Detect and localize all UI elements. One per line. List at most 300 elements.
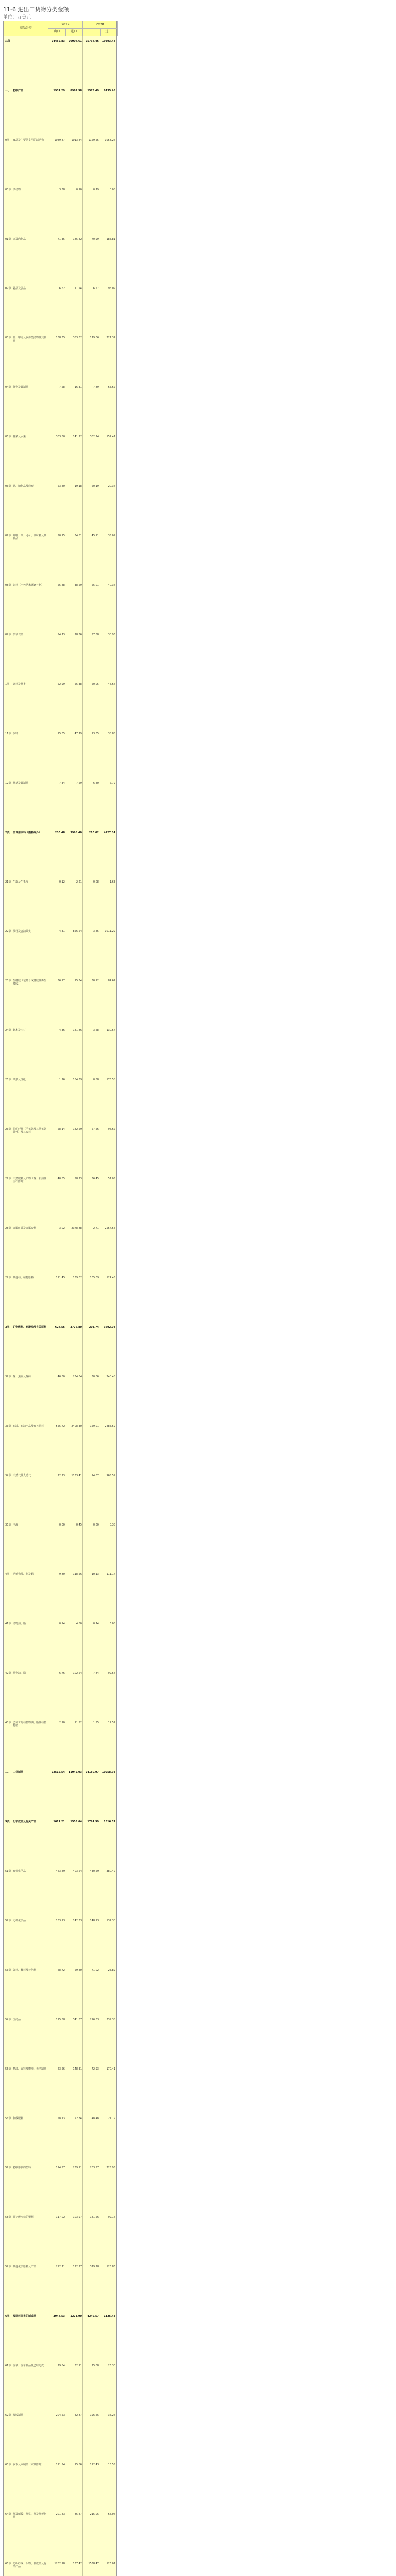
table-row (4, 880, 116, 887)
row-value: 29.84 (57, 2364, 65, 2367)
row-value: 24452.83 (51, 40, 65, 43)
row-code: 27章 (5, 1177, 11, 1180)
row-value: 123.86 (106, 2265, 116, 2268)
row-value: 1937.29 (53, 89, 65, 92)
row-value: 95.34 (74, 979, 82, 982)
header-export-1: 出口 (48, 28, 66, 36)
row-value: 27.56 (91, 1128, 99, 1131)
row-value: 137.42 (73, 2562, 82, 2565)
row-value: 70.99 (91, 238, 99, 241)
row-value: 7.59 (76, 782, 82, 785)
row-name: 饮料 (13, 732, 19, 735)
row-value: 71.02 (91, 1969, 99, 1972)
row-name: 蔬菜及水果 (13, 435, 26, 438)
row-value: 2554.56 (105, 1227, 116, 1230)
row-value: 856.24 (73, 930, 82, 933)
table-row (4, 1523, 116, 1530)
row-value: 92.54 (108, 1672, 116, 1675)
row-name: 染料、鞣料及着色料 (13, 1969, 37, 1972)
row-code: 04章 (5, 386, 11, 389)
table-row (4, 1128, 116, 1134)
table-header (4, 21, 116, 36)
row-code: 61章 (5, 2364, 11, 2367)
row-value: 203.57 (90, 2166, 99, 2170)
row-value: 13.65 (91, 732, 99, 735)
row-value: 239.91 (73, 2166, 82, 2170)
row-code: 01章 (5, 238, 11, 241)
row-value: 24160.97 (85, 1771, 99, 1774)
table-row (4, 2513, 116, 2519)
row-value: 196.65 (90, 2414, 99, 2417)
row-value: 55.38 (74, 683, 82, 686)
row-code: 1类 (5, 683, 10, 686)
row-name: 乳品及蛋品 (13, 287, 26, 290)
row-value: 23.40 (57, 485, 65, 488)
row-value: 117.02 (56, 2216, 65, 2219)
row-name: 按原料分类的制成品 (13, 2315, 37, 2318)
row-value: 7.34 (59, 782, 65, 785)
row-value: 35.09 (108, 534, 116, 537)
row-value: 71.35 (57, 238, 65, 241)
row-value: 58.13 (57, 2117, 65, 2120)
row-name: 已加工的动植物油、脂及动植物蜡 (13, 1721, 47, 1727)
row-value: 0.08 (93, 880, 99, 884)
row-name: 非初级形状的塑料 (13, 2216, 34, 2219)
row-value: 0.45 (76, 1523, 82, 1527)
row-code: 06章 (5, 485, 11, 488)
table-row (4, 1276, 116, 1282)
row-value: 36.27 (108, 2414, 116, 2417)
row-code: 65章 (5, 2562, 11, 2565)
table-row (4, 1919, 116, 1925)
row-value: 1129.55 (88, 139, 99, 142)
row-value: 185.81 (106, 238, 116, 241)
row-value: 38.29 (74, 584, 82, 587)
row-value: 102.24 (73, 1672, 82, 1675)
row-value: 20004.61 (68, 40, 82, 43)
row-value: 111.14 (106, 1573, 116, 1576)
table-row (4, 435, 116, 442)
row-name: 肉及肉制品 (13, 238, 26, 241)
row-value: 46.67 (108, 683, 116, 686)
row-value: 555.72 (56, 1425, 65, 1428)
row-code: 32章 (5, 1375, 11, 1378)
table-row (4, 1573, 116, 1579)
table-row (4, 188, 116, 194)
row-value: 68.72 (57, 1969, 65, 1972)
row-code: 64章 (5, 2513, 11, 2516)
row-value: 1273.90 (70, 2315, 82, 2318)
header-category: 商品分类 (4, 21, 48, 36)
row-value: 3.38 (59, 188, 65, 191)
row-value: 7.89 (93, 386, 99, 389)
table-row (4, 1425, 116, 1431)
row-value: 12.52 (108, 1721, 116, 1724)
row-name: 生橡胶（包括合成橡胶及再生橡胶） (13, 979, 47, 986)
row-code: 03章 (5, 336, 11, 340)
row-value: 201.43 (56, 2513, 65, 2516)
row-code: 09章 (5, 633, 11, 636)
table-row (4, 1326, 116, 1332)
row-value: 142.33 (73, 1919, 82, 1922)
table-row (4, 287, 116, 293)
table-row (4, 2117, 116, 2123)
row-value: 7.79 (109, 782, 116, 785)
row-value: 430.29 (90, 1870, 99, 1873)
row-value: 50.15 (57, 534, 65, 537)
row-value: 2485.59 (105, 1425, 116, 1428)
row-value: 3944.53 (53, 2315, 65, 2318)
table-row (4, 1870, 116, 1876)
row-value: 221.37 (106, 336, 116, 340)
row-value: 105.09 (90, 1276, 99, 1279)
page-title: 11-6 进出口货物分类金额 (3, 6, 69, 13)
row-value: 624.55 (55, 1326, 65, 1329)
row-name: 化学成品及有关产品 (13, 1820, 37, 1823)
row-value: 6.57 (93, 287, 99, 290)
row-code: 6类 (5, 2315, 10, 2318)
row-value: 173.58 (106, 1078, 116, 1081)
row-name: 制成肥料 (13, 2117, 24, 2120)
row-value: 71.24 (74, 287, 82, 290)
row-value: 3.02 (59, 1227, 65, 1230)
row-value: 339.38 (106, 2018, 116, 2021)
row-value: 159.01 (90, 1425, 99, 1428)
row-value: 1538.47 (88, 2562, 99, 2565)
table-row (4, 1672, 116, 1678)
row-name: 橡胶制品 (13, 2414, 24, 2417)
row-value: 20.37 (108, 485, 116, 488)
row-value: 148.31 (73, 2067, 82, 2071)
row-name: 金属矿砂及金属废料 (13, 1227, 37, 1230)
row-value: 8962.58 (70, 89, 82, 92)
table-row (4, 2364, 116, 2370)
row-code: 55章 (5, 2067, 11, 2071)
row-value: 6.62 (59, 287, 65, 290)
row-value: 51.05 (108, 1177, 116, 1180)
row-value: 111.45 (56, 1276, 65, 1279)
table-row (4, 633, 116, 639)
row-name: 活动物 (13, 188, 21, 191)
row-value: 9.80 (59, 1573, 65, 1576)
row-value: 45.91 (91, 534, 99, 537)
row-code: 二、 (5, 1771, 11, 1774)
table-row (4, 89, 116, 95)
row-value: 185.42 (73, 238, 82, 241)
row-value: 1049.47 (54, 139, 65, 142)
row-value: 46.60 (57, 1375, 65, 1378)
row-name: 植物油、脂 (13, 1672, 26, 1675)
row-value: 57.88 (91, 633, 99, 636)
row-value: 6.76 (59, 1672, 65, 1675)
row-value: 2.71 (93, 1227, 99, 1230)
row-value: 25.01 (91, 584, 99, 587)
row-value: 34.81 (74, 534, 82, 537)
row-value: 0.74 (93, 1622, 99, 1625)
row-value: 139.02 (73, 1276, 82, 1279)
row-value: 13.55 (108, 2463, 116, 2466)
row-name: 其他化学原料及产品 (13, 2265, 37, 2268)
row-value: 380.42 (106, 1870, 116, 1873)
row-name: 天然肥料及矿物（煤、石油及宝石除外） (13, 1177, 47, 1183)
row-name: 石油、石油产品及有关原料 (13, 1425, 44, 1428)
row-value: 4.80 (76, 1622, 82, 1625)
row-value: 25.89 (108, 1969, 116, 1972)
row-value: 3776.80 (70, 1326, 82, 1329)
row-value: 0.00 (59, 1523, 65, 1527)
row-code: 41章 (5, 1622, 11, 1625)
row-value: 403.24 (73, 1870, 82, 1873)
row-value: 3.68 (93, 1029, 99, 1032)
table-row (4, 1474, 116, 1480)
row-value: 0.79 (93, 188, 99, 191)
row-code: 0类 (5, 139, 10, 142)
row-value: 22.23 (57, 1474, 65, 1477)
row-code: 00章 (5, 188, 11, 191)
table-row (4, 40, 116, 46)
row-value: 66.07 (108, 2513, 116, 2516)
row-code: 52章 (5, 1919, 11, 1922)
row-value: 184.39 (73, 1078, 82, 1081)
row-name: 杂项食品 (13, 633, 24, 636)
table-row (4, 584, 116, 590)
row-code: 23章 (5, 979, 11, 982)
row-code: 2类 (5, 831, 10, 834)
row-value: 40.37 (108, 584, 116, 587)
row-code: 51章 (5, 1870, 11, 1873)
row-name: 初级产品 (13, 89, 24, 92)
row-value: 1617.21 (53, 1820, 65, 1823)
row-value: 0.38 (109, 1523, 116, 1527)
row-name: 软木及木材 (13, 1029, 26, 1032)
row-code: 29章 (5, 1276, 11, 1279)
row-value: 292.71 (56, 2265, 65, 2268)
table-row (4, 2265, 116, 2272)
row-value: 137.30 (106, 1919, 116, 1922)
row-code: 56章 (5, 2117, 11, 2120)
row-name: 谷物及其制品 (13, 386, 29, 389)
row-name: 饮料及烟类 (13, 683, 26, 686)
row-name: 无机化学品 (13, 1919, 26, 1922)
row-value: 48.48 (91, 2117, 99, 2120)
row-value: 9135.46 (104, 89, 116, 92)
row-value: 4.31 (59, 930, 65, 933)
table-row (4, 1029, 116, 1035)
row-value: 0.12 (59, 880, 65, 884)
row-code: 一、 (5, 89, 11, 92)
row-value: 36.97 (57, 979, 65, 982)
row-value: 302.24 (90, 435, 99, 438)
row-value: 130.54 (106, 1029, 116, 1032)
row-code: 24章 (5, 1029, 11, 1032)
data-table (3, 21, 117, 2576)
row-value: 210.02 (89, 831, 99, 834)
row-code: 54章 (5, 2018, 11, 2021)
row-value: 1013.44 (71, 139, 82, 142)
row-value: 38.88 (108, 732, 116, 735)
row-value: 20.19 (91, 485, 99, 488)
row-name: 其他动、植物原料 (13, 1276, 34, 1279)
row-value: 1011.29 (105, 930, 116, 933)
row-code: 58章 (5, 2216, 11, 2219)
table-row (4, 1078, 116, 1084)
row-code: 07章 (5, 534, 11, 537)
row-code: 21章 (5, 880, 11, 884)
row-value: 15.65 (57, 732, 65, 735)
table-row (4, 139, 116, 145)
row-name: 糖、糖制品及蜂蜜 (13, 485, 34, 488)
row-value: 103.97 (73, 2216, 82, 2219)
row-value: 234.64 (73, 1375, 82, 1378)
row-name: 软木及木制品（家具除外） (13, 2463, 44, 2466)
row-value: 296.63 (90, 2018, 99, 2021)
row-code: 57章 (5, 2166, 11, 2170)
row-value: 1133.41 (71, 1474, 82, 1477)
row-code: 53章 (5, 1969, 11, 1972)
row-value: 22.99 (57, 683, 65, 686)
row-value: 7.28 (59, 386, 65, 389)
row-value: 141.86 (73, 1029, 82, 1032)
row-value: 124.45 (106, 1276, 116, 1279)
row-name: 电流 (13, 1523, 19, 1527)
header-import-2: 进口 (100, 28, 118, 36)
row-code: 33章 (5, 1425, 11, 1428)
row-value: 240.48 (106, 1375, 116, 1378)
row-name: 动物油、脂 (13, 1622, 26, 1625)
row-value: 28.14 (57, 1128, 65, 1131)
row-name: 生皮及生毛皮 (13, 880, 29, 884)
row-value: 85.47 (74, 2513, 82, 2516)
row-value: 22515.54 (51, 1771, 65, 1774)
row-value: 141.26 (90, 2216, 99, 2219)
row-code: 08章 (5, 584, 11, 587)
row-value: 3.45 (93, 930, 99, 933)
row-value: 463.49 (56, 1870, 65, 1873)
table-row (4, 1969, 116, 1975)
row-name: 有机化学品 (13, 1870, 26, 1873)
row-value: 203.74 (89, 1326, 99, 1329)
row-value: 30.06 (91, 1375, 99, 1378)
row-code: 25章 (5, 1078, 11, 1081)
table-row (4, 2562, 116, 2568)
row-value: 215.05 (90, 2513, 99, 2516)
row-value: 40.85 (57, 1177, 65, 1180)
table-row (4, 1820, 116, 1826)
row-code: 11章 (5, 732, 11, 735)
row-name: 天然气及人造气 (13, 1474, 31, 1477)
header-year-2: 2020 (83, 21, 118, 29)
table-row (4, 238, 116, 244)
table-row (4, 1622, 116, 1629)
table-row (4, 336, 116, 343)
table-row (4, 1227, 116, 1233)
row-code: 62章 (5, 2414, 11, 2417)
row-value: 148.13 (90, 1919, 99, 1922)
row-value: 0.10 (76, 188, 82, 191)
row-name: 工业制品 (13, 1771, 24, 1774)
table-row (4, 1771, 116, 1777)
row-value: 19.18 (74, 485, 82, 488)
row-name: 皮革、皮革制品及已鞣毛皮 (13, 2364, 44, 2367)
row-value: 11.52 (74, 1721, 82, 1724)
row-value: 141.22 (73, 435, 82, 438)
row-code: 3类 (5, 1326, 10, 1329)
row-name: 鱼、甲壳及软体类动物及其制品 (13, 336, 47, 343)
row-code: 22章 (5, 930, 11, 933)
table-row (4, 534, 116, 540)
row-value: 1.55 (93, 1721, 99, 1724)
table-row (4, 831, 116, 837)
table-row (4, 2414, 116, 2420)
header-year-1: 2019 (48, 21, 83, 29)
row-value: 47.79 (74, 732, 82, 735)
row-code: 26章 (5, 1128, 11, 1131)
row-value: 1516.57 (104, 1820, 116, 1823)
row-value: 1.63 (109, 880, 116, 884)
row-name: 纺织纤维（羊毛条及其他毛条除外）及其废料 (13, 1128, 47, 1134)
row-value: 195.88 (56, 2018, 65, 2021)
row-value: 54.73 (57, 633, 65, 636)
row-name: 矿物燃料、润滑油及有关原料 (13, 1326, 47, 1329)
row-value: 112.43 (90, 2463, 99, 2466)
row-value: 303.60 (56, 435, 65, 438)
row-value: 25734.46 (85, 40, 99, 43)
row-code: 28章 (5, 1227, 11, 1230)
row-name: 食品及主要供食用的活动物 (13, 139, 44, 142)
row-value: 118.56 (73, 1573, 82, 1576)
row-code: 05章 (5, 435, 11, 438)
table-row (4, 2166, 116, 2173)
table-row (4, 2315, 116, 2321)
row-value: 42.87 (74, 2414, 82, 2417)
row-value: 163.13 (56, 1919, 65, 1922)
row-value: 58.23 (74, 1177, 82, 1180)
row-value: 225.95 (106, 2166, 116, 2170)
row-value: 7.84 (93, 1672, 99, 1675)
row-value: 1553.64 (70, 1820, 82, 1823)
header-import-1: 进口 (65, 28, 83, 36)
row-code: 5类 (5, 1820, 10, 1823)
row-code: 35章 (5, 1523, 11, 1527)
row-value: 4.36 (59, 1029, 65, 1032)
table-row (4, 1177, 116, 1183)
row-value: 6.08 (109, 1622, 116, 1625)
row-value: 16.31 (74, 386, 82, 389)
row-value: 126.01 (106, 2562, 116, 2565)
row-value: 170.41 (106, 2067, 116, 2071)
row-value: 15.86 (74, 2463, 82, 2466)
table-row (4, 782, 116, 788)
row-code: 43章 (5, 1721, 11, 1724)
row-value: 2.10 (59, 1721, 65, 1724)
row-name: 饲料（不包括未碾磨谷物） (13, 584, 44, 587)
row-code: 63章 (5, 2463, 11, 2466)
row-value: 1573.49 (87, 89, 99, 92)
table-row (4, 732, 116, 738)
row-value: 4249.57 (87, 2315, 99, 2318)
row-value: 28.36 (74, 633, 82, 636)
row-value: 6.40 (93, 782, 99, 785)
row-value: 21.19 (108, 2117, 116, 2120)
row-value: 96.09 (108, 287, 116, 290)
row-value: 25.48 (57, 584, 65, 587)
row-value: 2408.30 (71, 1425, 82, 1428)
table-row (4, 930, 116, 936)
row-value: 230.48 (55, 831, 65, 834)
row-value: 122.27 (73, 2265, 82, 2268)
row-value: 157.41 (106, 435, 116, 438)
table-row (4, 386, 116, 392)
